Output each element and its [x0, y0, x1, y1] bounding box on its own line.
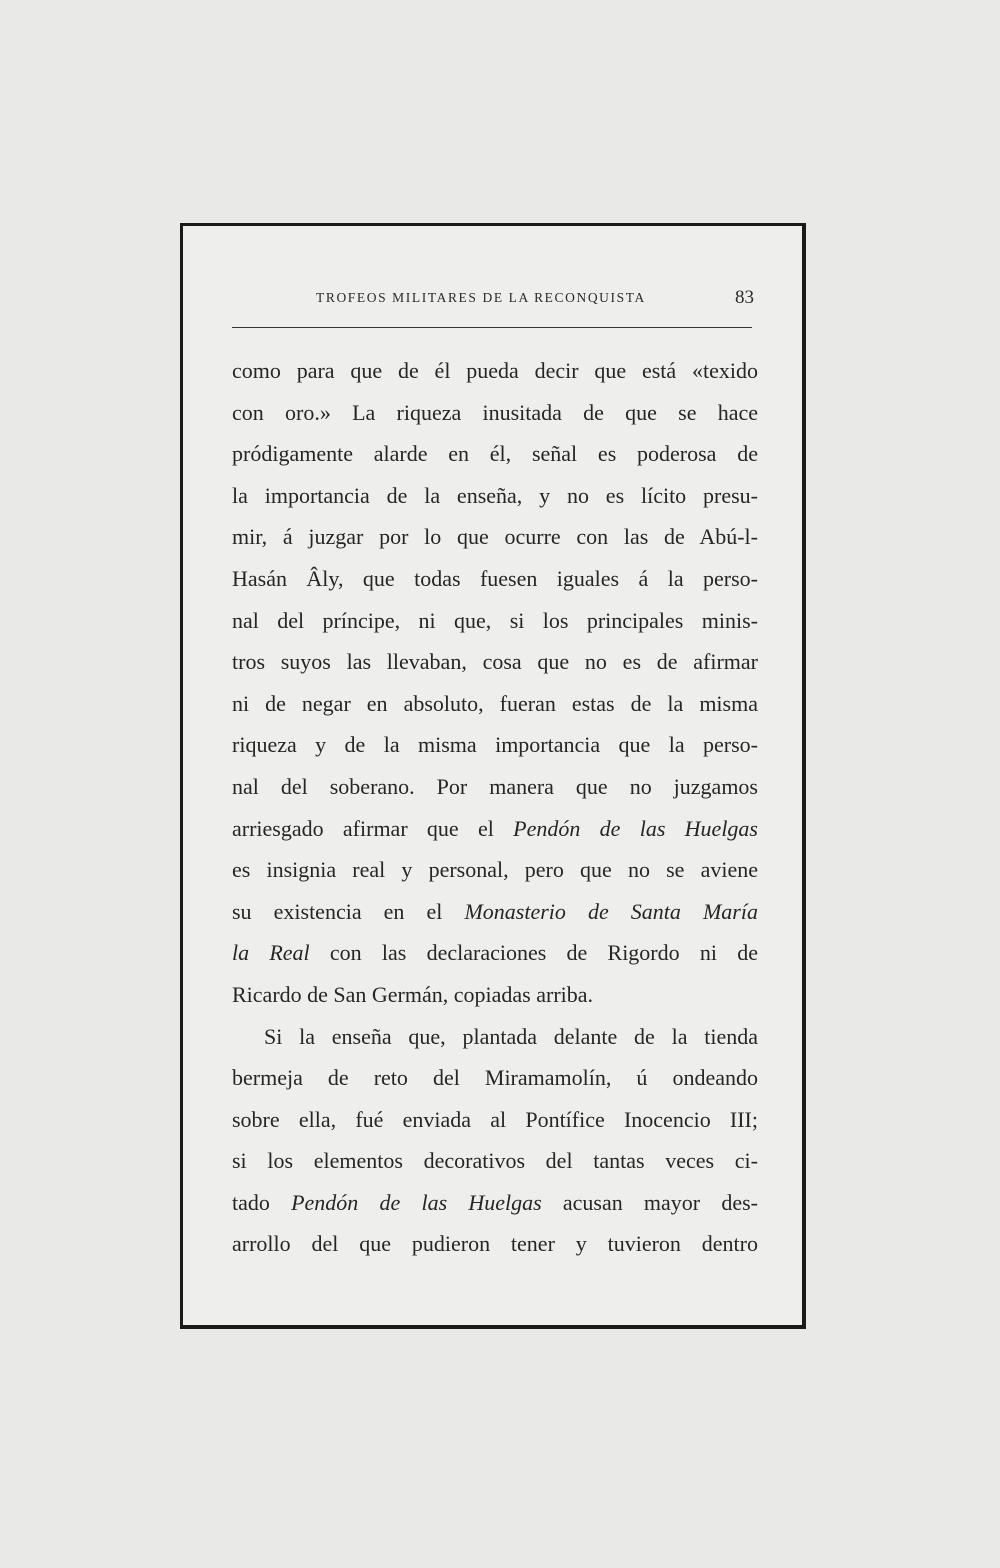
text-segment: si los elementos decorativos del tantas veces ci-: [232, 1148, 758, 1174]
text-segment: su existencia en el: [232, 898, 465, 924]
text-segment: nal del príncipe, ni que, si los principales minis-: [232, 607, 758, 633]
text-line: [232, 891, 758, 933]
text-line: [232, 1016, 758, 1058]
text-line: [232, 1140, 758, 1182]
italic-text: Monasterio de Santa María: [464, 898, 758, 924]
text-segment: pródigamente alarde en él, señal es poderosa de: [232, 441, 758, 467]
text-line: [232, 932, 758, 974]
text-segment: como para que de él pueda decir que está «texido: [232, 358, 758, 383]
text-line: [232, 475, 758, 517]
text-segment: mir, á juzgar por lo que ocurre con las de Abú-l-: [232, 524, 758, 550]
text-line: [232, 808, 758, 850]
text-segment: es insignia real y personal, pero que no se aviene: [232, 857, 758, 883]
text-line: [232, 641, 758, 683]
text-line: [232, 1223, 758, 1265]
text-segment: acusan mayor des-: [541, 1189, 758, 1215]
text-segment: con oro.» La riqueza inusitada de que se hace: [232, 399, 758, 425]
text-line: [232, 600, 758, 642]
text-segment: la importancia de la enseña, y no es lícito presu-: [232, 482, 758, 508]
text-segment: nal del soberano. Por manera que no juzgamos: [232, 773, 758, 799]
page-number: 83: [735, 287, 754, 308]
text-segment: tros suyos las llevaban, cosa que no es de afirmar: [232, 649, 758, 675]
header-rule: [232, 327, 752, 328]
text-line: [232, 974, 758, 1016]
text-line: [232, 766, 758, 808]
italic-text: Pendón de las Huelgas: [291, 1189, 542, 1215]
text-segment: arrollo del que pudieron tener y tuvieron dentro: [232, 1231, 758, 1257]
text-segment: ni de negar en absoluto, fueran estas de la misma: [232, 690, 758, 716]
text-segment: Ricardo de San Germán, copiadas arriba.: [232, 981, 594, 1007]
text-segment: riqueza y de la misma importancia que la perso-: [232, 732, 758, 758]
text-segment: con las declaraciones de Rigordo ni de: [309, 940, 758, 966]
italic-text: la Real: [232, 940, 310, 966]
text-line: [232, 1099, 758, 1141]
text-line: [232, 558, 758, 600]
text-line: [232, 1057, 758, 1099]
text-line: [232, 1182, 758, 1224]
text-line: [232, 392, 758, 434]
text-segment: bermeja de reto del Miramamolín, ú ondeando: [232, 1065, 758, 1091]
running-header: [232, 287, 762, 311]
text-segment: sobre ella, fué enviada al Pontífice Inocencio III;: [232, 1106, 758, 1132]
text-line: [232, 433, 758, 475]
running-title: TROFEOS MILITARES DE LA RECONQUISTA: [316, 290, 646, 305]
text-segment: tado: [232, 1189, 292, 1215]
text-segment: arriesgado afirmar que el: [232, 815, 514, 841]
body-text: [232, 350, 758, 1265]
text-line: [232, 849, 758, 891]
text-line: [232, 683, 758, 725]
italic-text: Pendón de las Huelgas: [513, 815, 758, 841]
text-segment: Hasán Âly, que todas fuesen iguales á la perso-: [232, 565, 758, 591]
text-line: [232, 350, 758, 392]
text-line: [232, 516, 758, 558]
text-segment: Si la enseña que, plantada delante de la tienda: [264, 1023, 758, 1049]
text-line: [232, 724, 758, 766]
